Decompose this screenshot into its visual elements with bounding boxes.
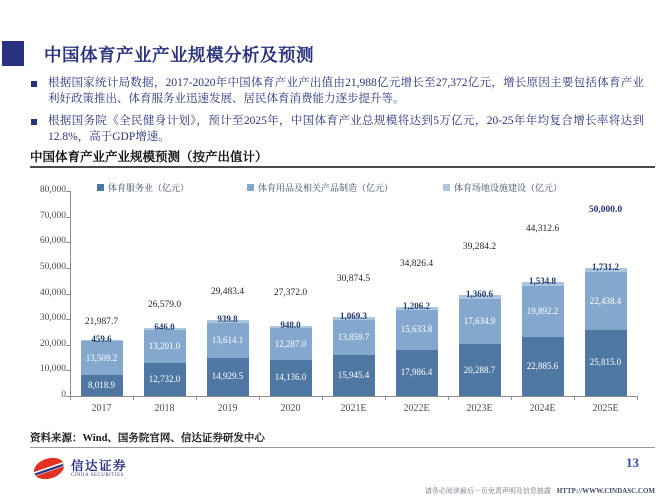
bar-segment-label: 20,288.7 bbox=[463, 364, 496, 375]
x-category-label: 2018 bbox=[154, 403, 175, 414]
y-tick bbox=[66, 370, 70, 371]
bar-total-label: 39,284.2 bbox=[462, 242, 497, 253]
legend-label: 体育用品及相关产品制造（亿元） bbox=[258, 183, 394, 193]
bar-total-label: 26,579.0 bbox=[147, 299, 182, 310]
chart-section-title: 中国体育产业产业规模预测（按产出值计） bbox=[30, 150, 268, 164]
x-tick bbox=[259, 397, 260, 400]
x-category-label: 2019 bbox=[217, 403, 238, 414]
bar-top-segment-label: 1,069.3 bbox=[340, 310, 367, 321]
bullet-square-icon bbox=[31, 81, 37, 87]
bar-segment-label: 13,614.1 bbox=[211, 334, 244, 345]
bar-segment-label: 13,509.2 bbox=[85, 352, 118, 363]
logo-swoosh-icon bbox=[32, 455, 66, 483]
x-tick bbox=[70, 397, 71, 400]
bar-segment-label: 22,438.4 bbox=[589, 295, 622, 306]
y-tick-label: 50,000 bbox=[39, 261, 66, 272]
bar-top-segment-label: 646.0 bbox=[154, 321, 175, 332]
bar-segment-label: 13,859.7 bbox=[337, 331, 370, 342]
bullet-text: 根据国务院《全民健身计划》，预计至2025年，中国体育产业总规模将达到5万亿元，20-25年年均复合增长率将达到12.8%，高于GDP增速。 bbox=[48, 115, 644, 143]
y-tick-label: 20,000 bbox=[39, 338, 66, 349]
y-tick-label: 0 bbox=[61, 390, 66, 400]
bar-segment-label: 14,136.0 bbox=[274, 372, 307, 383]
bar-total-label: 34,826.4 bbox=[399, 258, 434, 269]
x-tick bbox=[511, 397, 512, 400]
x-tick bbox=[574, 397, 575, 400]
website-text: HTTP://WWW.CINDASC.COM bbox=[556, 487, 655, 495]
legend-label: 体育服务业（亿元） bbox=[108, 183, 190, 193]
x-tick bbox=[637, 397, 638, 400]
y-tick bbox=[66, 345, 70, 346]
logo-name-cn: 信达证券 bbox=[71, 458, 128, 473]
bar-segment-label: 15,633.8 bbox=[400, 324, 433, 335]
bar-total-label: 44,312.6 bbox=[525, 224, 560, 235]
bar-segment-label: 17,986.4 bbox=[400, 367, 433, 378]
source-note: 资料来源：Wind、国务院官网、信达证券研发中心 bbox=[30, 433, 265, 444]
y-tick bbox=[66, 294, 70, 295]
x-category-label: 2017 bbox=[91, 403, 112, 414]
y-tick-label: 10,000 bbox=[39, 364, 66, 375]
bar-total-label: 29,483.4 bbox=[210, 287, 245, 298]
x-category-label: 2023E bbox=[466, 403, 493, 414]
bar-total-label: 27,372.0 bbox=[273, 287, 308, 298]
bullet-list bbox=[30, 76, 644, 152]
bar-segment-label: 12,287.0 bbox=[274, 338, 307, 349]
section-title-underline bbox=[30, 166, 655, 168]
y-tick bbox=[66, 217, 70, 218]
y-tick-label: 40,000 bbox=[39, 287, 66, 298]
bar-top-segment-label: 459.6 bbox=[91, 333, 112, 344]
company-logo bbox=[32, 455, 127, 483]
x-category-label: 2020 bbox=[280, 403, 301, 414]
y-tick-label: 60,000 bbox=[39, 236, 66, 247]
bullet-item bbox=[30, 76, 644, 107]
bullet-item bbox=[30, 114, 644, 145]
x-category-label: 2025E bbox=[592, 403, 619, 414]
x-axis-line bbox=[70, 396, 638, 397]
bar-top-segment-label: 1,731.2 bbox=[592, 261, 619, 272]
footer-divider bbox=[30, 447, 655, 448]
x-category-label: 2021E bbox=[340, 403, 367, 414]
y-tick bbox=[66, 191, 70, 192]
y-tick bbox=[66, 268, 70, 269]
title-accent-square bbox=[2, 41, 24, 66]
x-tick bbox=[448, 397, 449, 400]
bar-segment-label: 8,018.9 bbox=[88, 380, 115, 391]
bar-top-segment-label: 1,206.2 bbox=[403, 300, 430, 311]
bar-top-segment-label: 939.8 bbox=[217, 314, 238, 325]
bar-top-segment-label: 1,360.6 bbox=[466, 289, 493, 300]
x-tick bbox=[196, 397, 197, 400]
bar-segment-label: 12,732.0 bbox=[148, 374, 181, 385]
disclaimer-text: 请务必阅读最后一页免责声明及信息披露 bbox=[424, 487, 551, 495]
bar-top-segment-label: 1,534.8 bbox=[529, 276, 556, 287]
x-category-label: 2022E bbox=[403, 403, 430, 414]
bar-segment-label: 17,634.9 bbox=[463, 315, 496, 326]
logo-name-en: CINDA SECURITIES bbox=[71, 472, 124, 478]
bar-segment-label: 14,929.5 bbox=[211, 371, 244, 382]
bar-total-label: 50,000.0 bbox=[588, 204, 623, 215]
bullet-square-icon bbox=[31, 119, 37, 125]
y-tick bbox=[66, 242, 70, 243]
bar-segment-label: 19,892.2 bbox=[526, 306, 559, 317]
chart bbox=[0, 175, 667, 423]
page-title: 中国体育产业产业规模分析及预测 bbox=[44, 45, 314, 65]
bar-top-segment-label: 948.0 bbox=[280, 319, 301, 330]
bar-total-label: 21,987.7 bbox=[84, 316, 119, 327]
chart-plot bbox=[0, 175, 667, 423]
bar-segment-label: 15,945.4 bbox=[337, 370, 370, 381]
x-tick bbox=[322, 397, 323, 400]
page-number: 13 bbox=[626, 455, 639, 470]
x-tick bbox=[133, 397, 134, 400]
y-axis-line bbox=[70, 191, 71, 396]
y-tick-label: 30,000 bbox=[39, 313, 66, 324]
bar-total-label: 30,874.5 bbox=[336, 273, 371, 284]
bar-segment-label: 22,885.6 bbox=[526, 361, 559, 372]
x-category-label: 2024E bbox=[529, 403, 556, 414]
footer-disclaimer bbox=[425, 486, 655, 496]
y-tick-label: 70,000 bbox=[39, 210, 66, 221]
legend-label: 体育场地设施建设（亿元） bbox=[454, 183, 563, 193]
bar-segment-label: 13,201.0 bbox=[148, 340, 181, 351]
logo-text-block bbox=[71, 460, 127, 479]
bar-segment-label: 25,815.0 bbox=[589, 357, 622, 368]
y-tick-label: 80,000 bbox=[39, 185, 66, 195]
bullet-text: 根据国家统计局数据，2017-2020年中国体育产业产出值由21,988亿元增长至27,372亿元，增长原因主要包括体育产业利好政策推出、体育服务业迅速发展、居民体育消费能力逐步提升等。 bbox=[48, 77, 644, 105]
x-tick bbox=[385, 397, 386, 400]
